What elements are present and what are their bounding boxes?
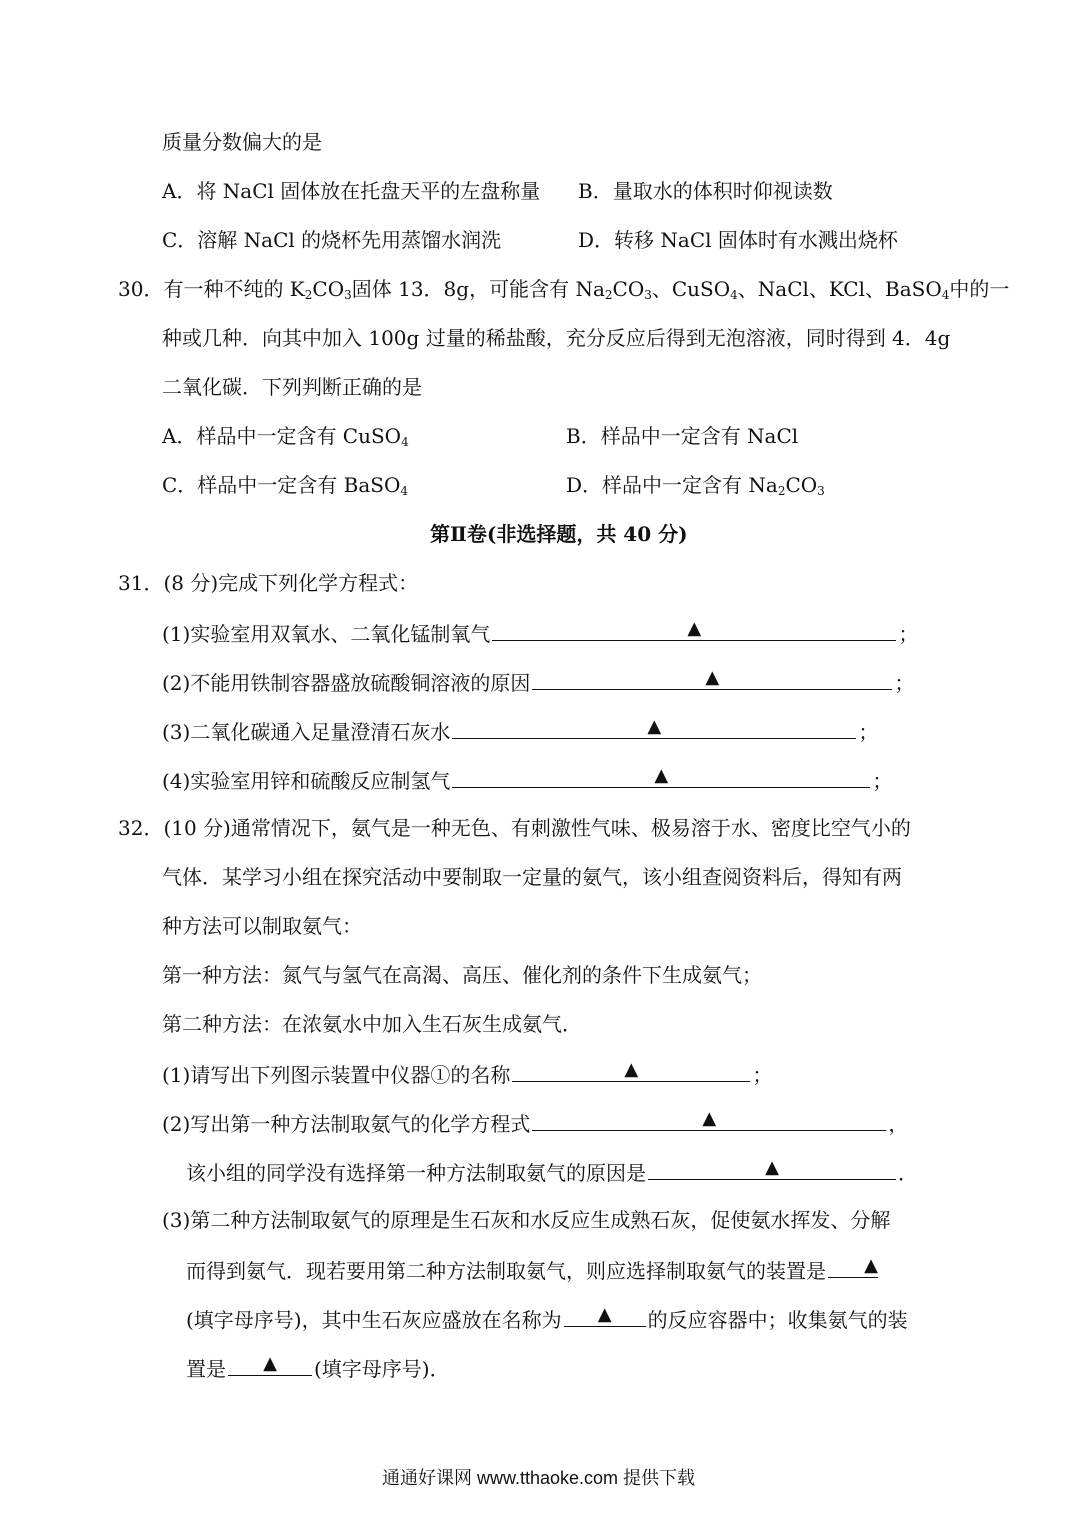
subscript: 2 — [304, 288, 313, 302]
part-text: (填字母序号)，其中生石灰应盛放在名称为 — [186, 1308, 562, 1332]
part-text: (1)请写出下列图示装置中仪器①的名称 — [162, 1063, 511, 1087]
section-title: 第Ⅱ卷(非选择题，共 40 分) — [430, 522, 688, 546]
option-text: D．样品中一定含有 Na — [566, 473, 778, 497]
answer-blank[interactable] — [532, 1108, 886, 1131]
option-text: CO — [785, 473, 818, 497]
q30-option-b: B．样品中一定含有 NaCl — [566, 424, 799, 448]
q30-line-3: 二氧化碳．下列判断正确的是 — [162, 375, 422, 399]
option-text: C．样品中一定含有 BaSO — [162, 473, 401, 497]
semicolon: ； — [858, 720, 879, 744]
footer-credit: 通通好课网 www.tthaoke.com 提供下载 — [382, 1468, 696, 1488]
part-text: (填字母序号)． — [314, 1357, 450, 1381]
q30-line-1 — [118, 275, 1009, 309]
subscript: 3 — [344, 288, 352, 302]
semicolon: ； — [898, 622, 919, 646]
subscript: 2 — [777, 484, 786, 498]
q31-part-3 — [162, 716, 878, 746]
part-text: (2)写出第一种方法制取氨气的化学方程式 — [162, 1112, 531, 1136]
comma: ， — [888, 1112, 909, 1136]
q32-part-3d — [186, 1353, 450, 1383]
q32-text: (10 分)通常情况下，氨气是一种无色、有刺激性气味、极易溶于水、密度比空气小的 — [163, 816, 911, 840]
semicolon: ； — [872, 769, 893, 793]
q32-number: 32． — [118, 816, 164, 840]
q30-text: 有一种不纯的 K — [163, 277, 305, 301]
q29-stem-end: 质量分数偏大的是 — [162, 130, 322, 154]
q30-option-c — [162, 471, 408, 505]
q32-line-1 — [118, 814, 911, 842]
q29-option-b: B．量取水的体积时仰视读数 — [578, 179, 833, 203]
part-text: (2)不能用铁制容器盛放硫酸铜溶液的原因 — [162, 671, 531, 695]
q32-line-2: 气体．某学习小组在探究活动中要制取一定量的氨气，该小组查阅资料后，得知有两 — [162, 865, 902, 889]
q30-number: 30． — [118, 277, 164, 301]
triangle-icon: ▲ — [647, 716, 662, 737]
triangle-icon: ▲ — [864, 1255, 878, 1276]
q32-line-3: 种方法可以制取氨气： — [162, 914, 362, 938]
q29-option-c: C．溶解 NaCl 的烧杯先用蒸馏水润洗 — [162, 228, 502, 252]
q30-text: 固体 13．8g，可能含有 Na — [351, 277, 605, 301]
q29-option-d: D．转移 NaCl 固体时有水溅出烧杯 — [578, 228, 898, 252]
q30-option-a — [162, 422, 409, 456]
q30-option-d — [566, 471, 825, 505]
q31-text: (8 分)完成下列化学方程式： — [163, 571, 419, 595]
part-text: 而得到氨气．现若要用第二种方法制取氨气，则应选择制取氨气的装置是 — [186, 1259, 826, 1283]
q30-text: 、NaCl、KCl、BaSO — [737, 277, 942, 301]
subscript: 4 — [730, 288, 738, 302]
triangle-icon: ▲ — [687, 618, 702, 639]
subscript: 3 — [817, 484, 825, 498]
triangle-icon: ▲ — [597, 1304, 612, 1325]
q30-text: CO — [312, 277, 345, 301]
triangle-icon: ▲ — [702, 1108, 717, 1129]
part-text: (3)二氧化碳通入足量澄清石灰水 — [162, 720, 451, 744]
triangle-icon: ▲ — [624, 1059, 639, 1080]
answer-blank[interactable] — [564, 1304, 646, 1327]
semicolon: ； — [752, 1063, 773, 1087]
q32-method-1: 第一种方法：氮气与氢气在高渴、高压、催化剂的条件下生成氨气； — [162, 963, 762, 987]
q32-part-3a: (3)第二种方法制取氨气的原理是生石灰和水反应生成熟石灰，促使氨水挥发、分解 — [162, 1208, 891, 1232]
answer-blank[interactable] — [452, 716, 856, 739]
q30-text: 、CuSO — [651, 277, 731, 301]
q31-part-4 — [162, 765, 892, 795]
q30-text: 中的一 — [949, 277, 1010, 301]
part-text: (4)实验室用锌和硫酸反应制氢气 — [162, 769, 451, 793]
q29-option-a: A．将 NaCl 固体放在托盘天平的左盘称量 — [162, 179, 541, 203]
part-text: 置是 — [186, 1357, 226, 1381]
q30-text: CO — [612, 277, 645, 301]
answer-blank[interactable] — [512, 1059, 750, 1082]
subscript: 4 — [401, 435, 409, 449]
subscript: 2 — [604, 288, 613, 302]
q30-line-2: 种或几种．向其中加入 100g 过量的稀盐酸，充分反应后得到无泡溶液，同时得到 4．4g — [162, 326, 951, 350]
answer-blank[interactable] — [492, 618, 896, 641]
answer-blank[interactable] — [452, 765, 870, 788]
q32-part-2a — [162, 1108, 908, 1138]
answer-blank[interactable] — [828, 1255, 878, 1278]
q32-part-3c — [186, 1304, 908, 1334]
q32-part-3b — [186, 1255, 880, 1285]
q31-part-1 — [162, 618, 918, 648]
answer-blank[interactable] — [228, 1353, 312, 1376]
answer-blank[interactable] — [532, 667, 892, 690]
part-text: 的反应容器中；收集氨气的装 — [647, 1308, 908, 1332]
semicolon: ； — [894, 671, 915, 695]
q32-part-1 — [162, 1059, 772, 1089]
triangle-icon: ▲ — [705, 667, 720, 688]
part-text: 该小组的同学没有选择第一种方法制取氨气的原因是 — [186, 1161, 646, 1185]
q31-number: 31． — [118, 571, 164, 595]
q31-part-2 — [162, 667, 914, 697]
period: ． — [898, 1161, 918, 1185]
q32-part-2b — [186, 1157, 918, 1187]
subscript: 4 — [400, 484, 409, 498]
option-text: A．样品中一定含有 CuSO — [162, 424, 402, 448]
part-text: (1)实验室用双氧水、二氧化锰制氧气 — [162, 622, 491, 646]
triangle-icon: ▲ — [654, 765, 669, 786]
q31-stem — [118, 569, 418, 597]
triangle-icon: ▲ — [765, 1157, 779, 1178]
answer-blank[interactable] — [648, 1157, 896, 1180]
q32-method-2: 第二种方法：在浓氨水中加入生石灰生成氨气． — [162, 1012, 582, 1036]
subscript: 3 — [644, 288, 652, 302]
subscript: 4 — [941, 288, 950, 302]
triangle-icon: ▲ — [263, 1353, 277, 1374]
